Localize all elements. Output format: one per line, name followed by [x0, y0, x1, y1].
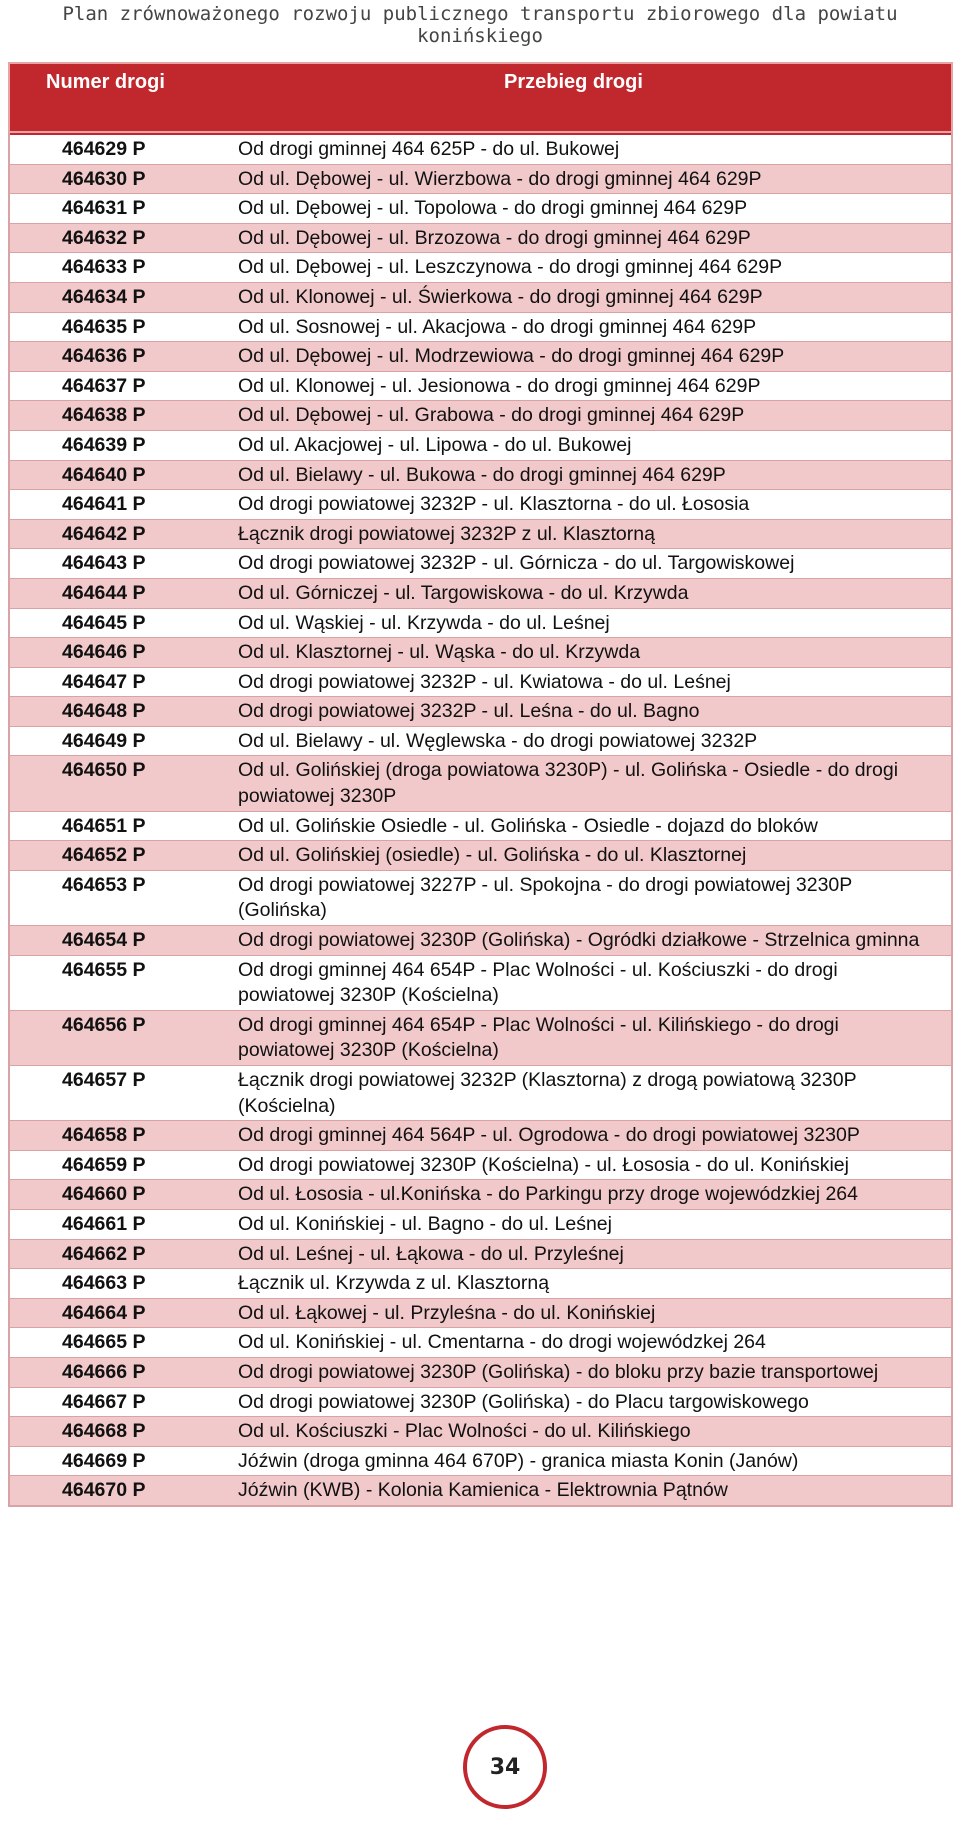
road-number: 464669 P	[62, 1449, 146, 1472]
road-route: Od ul. Łąkowej - ul. Przyleśna - do ul. Konińskiej	[238, 1301, 656, 1324]
road-number: 464643 P	[62, 552, 146, 575]
table-row	[10, 312, 951, 342]
road-route: Od drogi gminnej 464 625P - do ul. Bukowej	[238, 138, 620, 160]
road-route: Od ul. Dębowej - ul. Modrzewiowa - do drogi gminnej 464 629P	[238, 345, 785, 368]
road-number: 464647 P	[62, 670, 146, 693]
page-number: 34	[489, 1754, 521, 1780]
table-row	[10, 548, 951, 578]
road-number: 464640 P	[62, 463, 146, 486]
road-number: 464654 P	[62, 929, 146, 952]
road-number: 464655 P	[62, 958, 146, 981]
road-number: 464661 P	[62, 1212, 146, 1235]
table-row	[10, 1475, 951, 1505]
road-number: 464648 P	[62, 700, 146, 723]
road-number: 464629 P	[62, 138, 146, 160]
road-route: Od drogi powiatowej 3227P - ul. Spokojna - do drogi powiatowej 3230P (Golińska)	[238, 873, 852, 922]
table-row	[10, 726, 951, 756]
road-route: Od drogi gminnej 464 564P - ul. Ogrodowa - do drogi powiatowej 3230P	[238, 1124, 860, 1147]
road-route: Jóźwin (KWB) - Kolonia Kamienica - Elektrownia Pątnów	[238, 1479, 728, 1502]
road-number: 464651 P	[62, 814, 146, 837]
table-row	[10, 1239, 951, 1269]
table-row	[10, 696, 951, 726]
road-number: 464633 P	[62, 256, 146, 279]
road-route: Od ul. Górniczej - ul. Targowiskowa - do ul. Krzywda	[238, 581, 689, 604]
road-route: Od ul. Kościuszki - Plac Wolności - do ul. Kilińskiego	[238, 1420, 691, 1443]
table-row	[10, 1010, 951, 1065]
table-row	[10, 1298, 951, 1328]
road-route: Od drogi powiatowej 3232P - ul. Górnicza - do ul. Targowiskowej	[238, 552, 795, 575]
road-route: Od ul. Klasztornej - ul. Wąska - do ul. Krzywda	[238, 641, 641, 664]
road-route: Od ul. Golińskie Osiedle - ul. Golińska - Osiedle - dojazd do bloków	[238, 814, 818, 837]
road-route: Od ul. Golińskiej (osiedle) - ul. Golińska - do ul. Klasztornej	[238, 844, 747, 867]
table-row	[10, 164, 951, 194]
road-number: 464666 P	[62, 1360, 146, 1383]
table-row	[10, 1150, 951, 1180]
document-header: Plan zrównoważonego rozwoju publicznego transportu zbiorowego dla powiatu konińskiego	[62, 3, 898, 47]
road-route: Od ul. Sosnowej - ul. Akacjowa - do drogi gminnej 464 629P	[238, 315, 757, 338]
road-number: 464657 P	[62, 1069, 146, 1091]
table-row	[10, 1065, 951, 1120]
road-route: Od ul. Bielawy - ul. Bukowa - do drogi gminnej 464 629P	[238, 463, 726, 486]
road-route: Od drogi powiatowej 3232P - ul. Klasztorna - do ul. Łososia	[238, 493, 750, 516]
table-row	[10, 608, 951, 638]
table-row	[10, 755, 951, 810]
table-row	[10, 223, 951, 253]
road-route: Od drogi powiatowej 3232P - ul. Kwiatowa - do ul. Leśnej	[238, 670, 731, 693]
road-number: 464646 P	[62, 641, 146, 664]
road-route: Od ul. Dębowej - ul. Topolowa - do drogi gminnej 464 629P	[238, 197, 748, 220]
table-row	[10, 252, 951, 282]
table-row	[10, 667, 951, 697]
road-number: 464659 P	[62, 1153, 146, 1176]
road-route: Od ul. Dębowej - ul. Leszczynowa - do drogi gminnej 464 629P	[238, 256, 783, 279]
table-row	[10, 371, 951, 401]
road-number: 464641 P	[62, 493, 146, 516]
road-number: 464653 P	[62, 873, 146, 896]
road-number: 464634 P	[62, 285, 146, 308]
road-route: Jóźwin (droga gminna 464 670P) - granica miasta Konin (Janów)	[238, 1449, 799, 1472]
road-number: 464670 P	[62, 1479, 146, 1502]
road-number: 464652 P	[62, 844, 146, 867]
road-number: 464660 P	[62, 1183, 146, 1206]
road-number: 464664 P	[62, 1301, 146, 1324]
road-number: 464635 P	[62, 315, 146, 338]
road-route: Łącznik ul. Krzywda z ul. Klasztorną	[238, 1272, 550, 1295]
road-number: 464668 P	[62, 1420, 146, 1443]
road-route: Od drogi powiatowej 3230P (Golińska) - do bloku przy bazie transportowej	[238, 1360, 879, 1383]
road-number: 464639 P	[62, 433, 146, 456]
table-body	[8, 133, 953, 1507]
table-row	[10, 1387, 951, 1417]
road-route: Od ul. Golińskiej (droga powiatowa 3230P) - ul. Golińska - Osiedle - do drogi powiatowej 3230P	[238, 759, 899, 808]
page-number-badge	[463, 1725, 547, 1809]
road-route: Od drogi powiatowej 3230P (Golińska) - do Placu targowiskowego	[238, 1390, 809, 1413]
table-row	[10, 1268, 951, 1298]
table-row	[10, 1357, 951, 1387]
table-row	[10, 519, 951, 549]
road-number: 464649 P	[62, 729, 146, 752]
table-row	[10, 1416, 951, 1446]
table-row	[10, 400, 951, 430]
table-row	[10, 341, 951, 371]
table-row	[10, 193, 951, 223]
table-row	[10, 1446, 951, 1476]
road-number: 464662 P	[62, 1242, 146, 1265]
table-row	[10, 925, 951, 955]
table-row	[10, 1327, 951, 1357]
road-number: 464656 P	[62, 1013, 146, 1036]
road-number: 464630 P	[62, 167, 146, 190]
road-route: Od drogi powiatowej 3230P (Kościelna) - ul. Łososia - do ul. Konińskiej	[238, 1153, 849, 1176]
table-row	[10, 578, 951, 608]
road-number: 464645 P	[62, 611, 146, 634]
road-number: 464642 P	[62, 522, 146, 545]
road-route: Od ul. Klonowej - ul. Jesionowa - do drogi gminnej 464 629P	[238, 374, 761, 397]
table-row	[10, 955, 951, 1010]
table-row	[10, 1179, 951, 1209]
road-number: 464658 P	[62, 1124, 146, 1147]
table-row	[10, 489, 951, 519]
road-number: 464665 P	[62, 1331, 146, 1354]
road-number: 464631 P	[62, 197, 146, 220]
road-route: Od ul. Bielawy - ul. Węglewska - do drogi powiatowej 3232P	[238, 729, 758, 752]
road-route: Od ul. Dębowej - ul. Brzozowa - do drogi gminnej 464 629P	[238, 226, 751, 249]
road-route: Od ul. Klonowej - ul. Świerkowa - do drogi gminnej 464 629P	[238, 285, 763, 308]
column-header-route: Przebieg drogi	[504, 71, 643, 93]
table-row	[10, 870, 951, 925]
table-row	[10, 811, 951, 841]
road-route: Od drogi gminnej 464 654P - Plac Wolności - ul. Kościuszki - do drogi powiatowej 3230P (Kościelna)	[238, 958, 838, 1007]
road-route: Od ul. Akacjowej - ul. Lipowa - do ul. Bukowej	[238, 433, 632, 456]
table-row	[10, 460, 951, 490]
table-row	[10, 133, 951, 164]
road-route: Od ul. Wąskiej - ul. Krzywda - do ul. Leśnej	[238, 611, 610, 634]
road-route: Od ul. Konińskiej - ul. Bagno - do ul. Leśnej	[238, 1212, 612, 1235]
road-route: Od drogi gminnej 464 654P - Plac Wolności - ul. Kilińskiego - do drogi powiatowej 3230P (Kościelna)	[238, 1013, 839, 1062]
table-header	[8, 62, 953, 133]
table-row	[10, 430, 951, 460]
table-row	[10, 1120, 951, 1150]
table-row	[10, 637, 951, 667]
road-route: Od drogi powiatowej 3230P (Golińska) - Ogródki działkowe - Strzelnica gminna	[238, 929, 920, 952]
road-route: Od ul. Łososia - ul.Konińska - do Parkingu przy droge wojewódzkiej 264	[238, 1183, 859, 1206]
road-number: 464638 P	[62, 404, 146, 427]
road-route: Łącznik drogi powiatowej 3232P (Klasztorna) z drogą powiatową 3230P (Kościelna)	[238, 1069, 857, 1117]
column-header-number: Numer drogi	[46, 71, 165, 93]
table-row	[10, 840, 951, 870]
table-row	[10, 282, 951, 312]
table-row	[10, 1209, 951, 1239]
road-number: 464650 P	[62, 759, 146, 782]
road-route: Od ul. Dębowej - ul. Grabowa - do drogi gminnej 464 629P	[238, 404, 745, 427]
road-number: 464637 P	[62, 374, 146, 397]
road-route: Od ul. Dębowej - ul. Wierzbowa - do drogi gminnej 464 629P	[238, 167, 762, 190]
road-route: Od drogi powiatowej 3232P - ul. Leśna - do ul. Bagno	[238, 700, 700, 723]
road-route: Od ul. Leśnej - ul. Łąkowa - do ul. Przyleśnej	[238, 1242, 624, 1265]
road-number: 464663 P	[62, 1272, 146, 1295]
road-route: Łącznik drogi powiatowej 3232P z ul. Klasztorną	[238, 522, 655, 545]
road-number: 464636 P	[62, 345, 146, 368]
roads-table	[8, 62, 953, 1507]
road-route: Od ul. Konińskiej - ul. Cmentarna - do drogi wojewódzkej 264	[238, 1331, 766, 1354]
road-number: 464667 P	[62, 1390, 146, 1413]
road-number: 464644 P	[62, 581, 146, 604]
road-number: 464632 P	[62, 226, 146, 249]
